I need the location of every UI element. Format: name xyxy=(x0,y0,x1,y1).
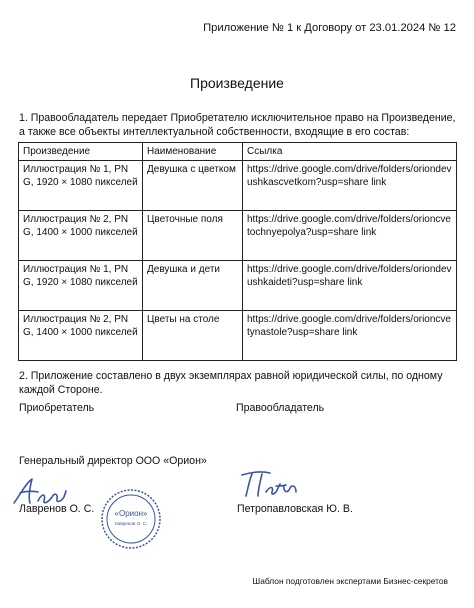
cell-work: Иллюстрация № 1, PNG, 1920 × 1080 пикселей xyxy=(19,161,143,211)
cell-work: Иллюстрация № 2, PNG, 1400 × 1000 пикселей xyxy=(19,211,143,261)
seal-text: «Орион» xyxy=(114,509,148,518)
cell-link: https://drive.google.com/drive/folders/oriondevushkascvetkom?usp=share link xyxy=(243,161,457,211)
header-work: Произведение xyxy=(19,143,143,161)
seller-name: Петропавловская Ю. В. xyxy=(237,503,353,515)
seller-role-label: Правообладатель xyxy=(236,402,325,414)
cell-link: https://drive.google.com/drive/folders/orioncvetynastole?usp=share link xyxy=(243,311,457,361)
appendix-header: Приложение № 1 к Договору от 23.01.2024 № 12 xyxy=(203,22,456,34)
clause-1-text: 1. Правообладатель передает Приобретателю исключительное право на Произведение, а также все объекты интеллектуальной собственности, входящие в его состав: xyxy=(19,112,456,138)
cell-work: Иллюстрация № 1, PNG, 1920 × 1080 пикселей xyxy=(19,261,143,311)
cell-name: Цветочные поля xyxy=(143,211,243,261)
footer-note: Шаблон подготовлен экспертами Бизнес-секретов xyxy=(252,576,448,586)
seal-subtext: Лавренов О. С. xyxy=(114,521,148,526)
cell-link: https://drive.google.com/drive/folders/oriondevushkaideti?usp=share link xyxy=(243,261,457,311)
company-seal xyxy=(100,488,162,550)
buyer-position: Генеральный директор ООО «Орион» xyxy=(19,455,207,467)
document-title: Произведение xyxy=(190,75,284,91)
cell-name: Девушка и дети xyxy=(143,261,243,311)
header-name: Наименование xyxy=(143,143,243,161)
cell-name: Девушка с цветком xyxy=(143,161,243,211)
works-table xyxy=(18,142,457,361)
table-row xyxy=(19,161,457,211)
seller-signature xyxy=(238,466,302,502)
header-link: Ссылка xyxy=(243,143,457,161)
cell-name: Цветы на столе xyxy=(143,311,243,361)
cell-link: https://drive.google.com/drive/folders/orioncvetochnyepolya?usp=share link xyxy=(243,211,457,261)
buyer-role-label: Приобретатель xyxy=(19,402,95,414)
cell-work: Иллюстрация № 2, PNG, 1400 × 1000 пикселей xyxy=(19,311,143,361)
table-header-row xyxy=(19,143,457,161)
clause-2-text: 2. Приложение составлено в двух экземплярах равной юридической силы, по одному каждой Стороне. xyxy=(19,370,443,396)
table-row xyxy=(19,211,457,261)
table-row xyxy=(19,261,457,311)
table-row xyxy=(19,311,457,361)
buyer-name: Лавренов О. С. xyxy=(19,503,95,515)
